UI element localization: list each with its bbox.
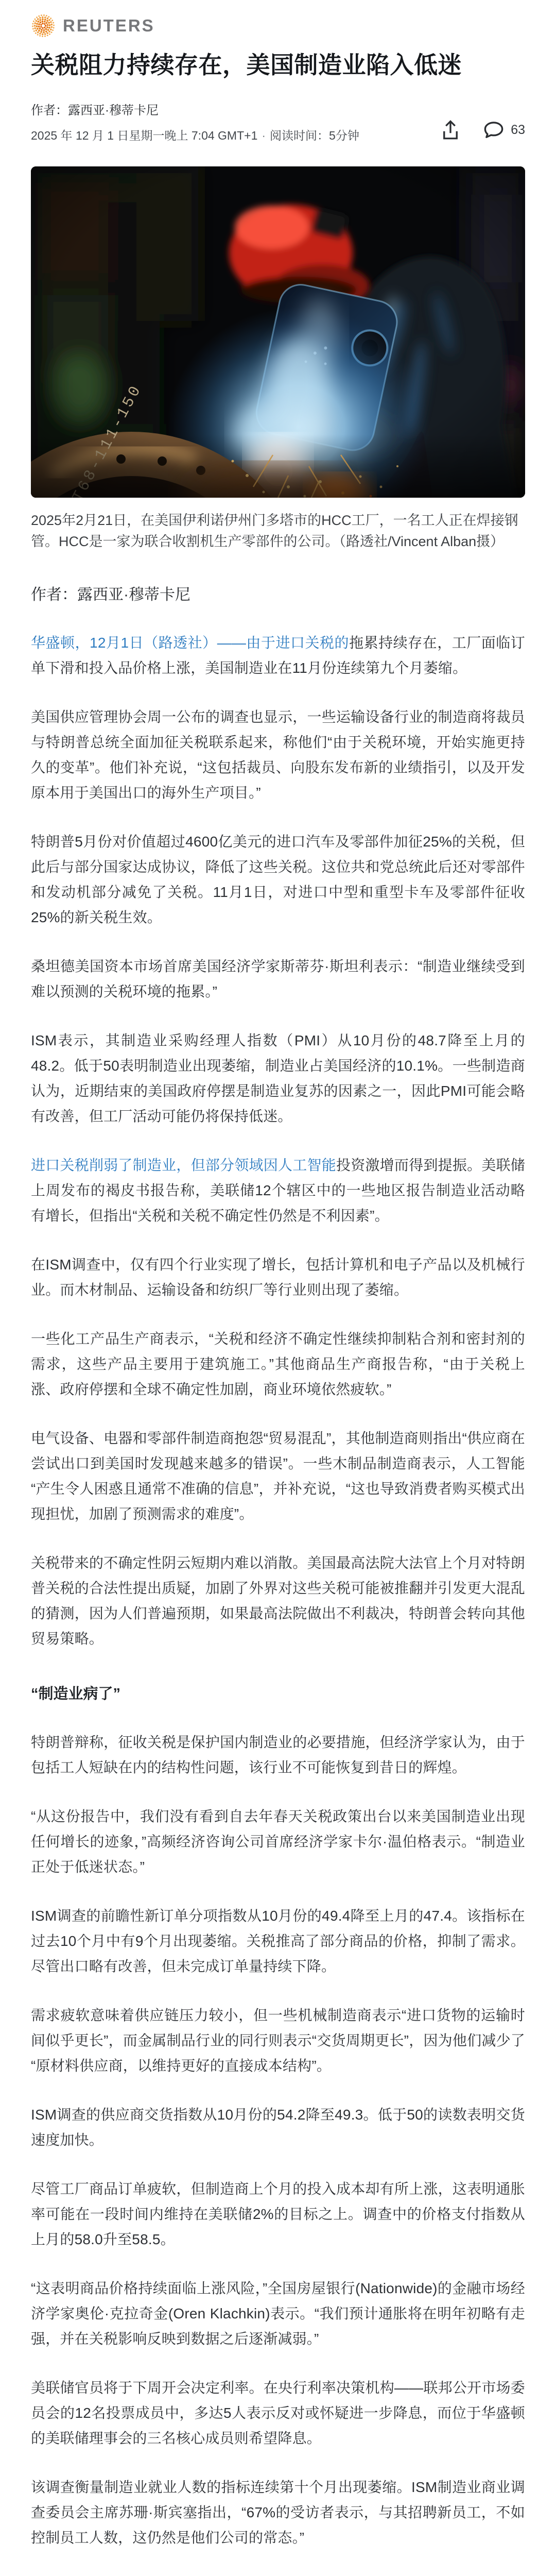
article-paragraph (31, 1153, 525, 1228)
inline-link[interactable]: 进口关税削弱了制造业，但部分领域因人工智能 (31, 1157, 336, 1174)
article-paragraph (31, 2475, 525, 2550)
paragraph-text: 特朗普辩称，征收关税是保护国内制造业的必要措施，但经济学家认为，由于包括工人短缺在内的结构性问题，该行业不可能恢复到昔日的辉煌。 (31, 1734, 525, 1775)
paragraph-text: 在ISM调查中，仅有四个行业实现了增长，包括计算机和电子产品以及机械行业。而木材制品、运输设备和纺织厂等行业则出现了萎缩。 (31, 1257, 525, 1298)
section-subheading (31, 1683, 525, 1706)
meta-text (31, 100, 359, 143)
article-body (31, 630, 525, 2576)
paragraph-text: 需求疲软意味着供应链压力较小，但一些机械制造商表示“进口货物的运输时间似乎更长”，而金属制品行业的同行则表示“交货周期更长”，因为他们减少了“原材料供应商，以维持更好的直接成本结构”。 (31, 2007, 525, 2074)
article-paragraph (31, 2276, 525, 2351)
article-paragraph (31, 704, 525, 805)
paragraph-text: ISM表示，其制造业采购经理人指数（PMI）从10月份的48.7降至上月的48.2。低于50表明制造业出现萎缩，制造业占美国经济的10.1%。一些制造商认为，近期结束的美国政府停摆是制造业复苏的因素之一，因此PMI可能会略有改善，但工厂活动可能仍将保持低迷。 (31, 1032, 525, 1125)
comment-bubble-icon (482, 119, 506, 142)
paragraph-text: 美国供应管理协会周一公布的调查也显示，一些运输设备行业的制造商将裁员与特朗普总统全面加征关税联系起来，称他们“由于关税环境，开始实施更持久的变革”。他们补充说，“这包括裁员、向股东发布新的业绩指引，以及开发原本用于美国出口的海外生产项目。” (31, 709, 525, 801)
share-icon (440, 118, 461, 142)
article-paragraph (31, 1028, 525, 1129)
article-paragraph (31, 2102, 525, 2153)
article-paragraph (31, 829, 525, 930)
paragraph-text: 电气设备、电器和零部件制造商抱怨“贸易混乱”，其他制造商则指出“供应商在尝试出口到美国时发现越来越多的错误”。一些木制品制造商表示，人工智能“产生令人困惑且通常不准确的信息”，并补充说，“这也导致消费者购买模式出现担忧，加剧了预测需求的难度”。 (31, 1430, 525, 1522)
brand-wordmark: REUTERS (63, 16, 155, 35)
article-paragraph (31, 2375, 525, 2451)
paragraph-text: 特朗普5月份对价值超过4600亿美元的进口汽车及零部件加征25%的关税，但此后与部分国家达成协议，降低了这些关税。这位共和党总统此后还对零部件和发动机部分减免了关税。11月1日，对进口中型和重型卡车及零部件征收25%的新关税生效。 (31, 834, 525, 926)
article-paragraph (31, 630, 525, 681)
paragraph-text: 投资激增而得到提振。美联储上周发布的褐皮书报告称，美联储12个辖区中的一些地区报告制造业活动略有增长，但指出“关税和关税不确定性仍然是不利因素”。 (31, 1157, 526, 1224)
byline: 作者：露西亚·穆蒂卡尼 (31, 103, 159, 117)
hero-figure (31, 166, 525, 553)
inline-link[interactable]: 华盛顿，12月1日（路透社）——由于进口关税的 (31, 635, 350, 651)
article-paragraph (31, 2574, 525, 2576)
article-paragraph (31, 1550, 525, 1651)
article-paragraph (31, 1804, 525, 1879)
article-paragraph (31, 1426, 525, 1527)
publish-date: 2025 年 12 月 1 日星期一晚上 7:04 GMT+1 (31, 128, 258, 142)
paragraph-text: 尽管工厂商品订单疲软，但制造商上个月的投入成本却有所上涨，这表明通胀率可能在一段时间内维持在美联储2%的目标之上。调查中的价格支付指数从上月的58.0升至58.5。 (31, 2180, 525, 2247)
paragraph-text: 桑坦德美国资本市场首席美国经济学家斯蒂芬·斯坦利表示：“制造业继续受到难以预测的关税环境的拖累。” (31, 958, 525, 1000)
paragraph-text: 关税带来的不确定性阴云短期内难以消散。美国最高法院大法官上个月对特朗普关税的合法性提出质疑，加剧了外界对这些关税可能被推翻并引发更大混乱的猜测，因为人们普遍预期，如果最高法院做出不利裁决，特朗普会转向其他贸易策略。 (31, 1555, 525, 1647)
paragraph-text: “这表明商品价格持续面临上涨风险，”全国房屋银行(Nationwide)的金融市场经济学家奥伦·克拉奇金(Oren Klachkin)表示。“我们预计通胀将在明年初略有走强，并在关税影响反映到数据之后逐渐减弱。” (31, 2280, 525, 2347)
meta-separator: · (262, 128, 266, 142)
comments-button[interactable] (482, 119, 525, 142)
article-actions (440, 118, 525, 143)
page-title: 关税阻力持续存在，美国制造业陷入低迷 (31, 52, 462, 78)
article-paragraph (31, 1903, 525, 1979)
article-paragraph (31, 954, 525, 1004)
hero-caption: 2025年2月21日，在美国伊利诺伊州门多塔市的HCC工厂，一名工人正在焊接钢管。HCC是一家为联合收割机生产零部件的公司。（路透社/Vincent Alban摄） (31, 512, 518, 550)
paragraph-text: ISM调查的供应商交货指数从10月份的54.2降至49.3。低于50的读数表明交货速度加快。 (31, 2106, 525, 2148)
paragraph-text: 拖累持续存在，工厂面临订单下滑和投入品价格上涨，美国制造业在11月份连续第九个月萎缩。 (31, 635, 525, 676)
article-meta (31, 100, 525, 143)
paragraph-text: “从这份报告中，我们没有看到自去年春天关税政策出台以来美国制造业出现任何增长的迹象，”高频经济咨询公司首席经济学家卡尔·温伯格表示。“制造业正处于低迷状态。” (31, 1808, 525, 1875)
paragraph-text: 一些化工产品生产商表示，“关税和经济不确定性继续抑制粘合剂和密封剂的需求，这些产品主要用于建筑施工。”其他商品生产商报告称，“由于关税上涨、政府停摆和全球不确定性加剧，商业环境依然疲软。” (31, 1331, 525, 1398)
article-paragraph (31, 1730, 525, 1780)
paragraph-text: 美联储官员将于下周开会决定利率。在央行利率决策机构——联邦公开市场委员会的12名投票成员中，多达5人表示反对或怀疑进一步降息，而位于华盛顿的美联储理事会的三名核心成员则希望降息。 (31, 2379, 525, 2446)
share-button[interactable] (440, 118, 461, 142)
article-paragraph (31, 2176, 525, 2252)
paragraph-text: 该调查衡量制造业就业人数的指标连续第十个月出现萎缩。ISM制造业商业调查委员会主席苏珊·斯宾塞指出，“67%的受访者表示，与其招聘新员工，不如控制员工人数，这仍然是他们公司的常态。” (31, 2479, 525, 2546)
comment-count: 63 (511, 123, 525, 137)
article-author-line: 作者：露西亚·穆蒂卡尼 (31, 586, 190, 604)
article-paragraph (31, 1326, 525, 1402)
hero-image-welder-photo (31, 166, 525, 498)
paragraph-text: ISM调查的前瞻性新订单分项指数从10月份的49.4降至上月的47.4。该指标在过去10个月中有9个月出现萎缩。关税推高了部分商品的价格，抑制了需求。尽管出口略有改善，但未完成订单量持续下降。 (31, 1907, 525, 1974)
article-paragraph (31, 2003, 525, 2078)
read-time: 阅读时间：5分钟 (270, 128, 359, 142)
paragraph-text: “制造业病了” (31, 1686, 121, 1703)
dateline (31, 126, 359, 143)
reuters-logo[interactable] (31, 13, 525, 38)
reuters-orb-icon (31, 13, 56, 38)
article-paragraph (31, 1252, 525, 1302)
